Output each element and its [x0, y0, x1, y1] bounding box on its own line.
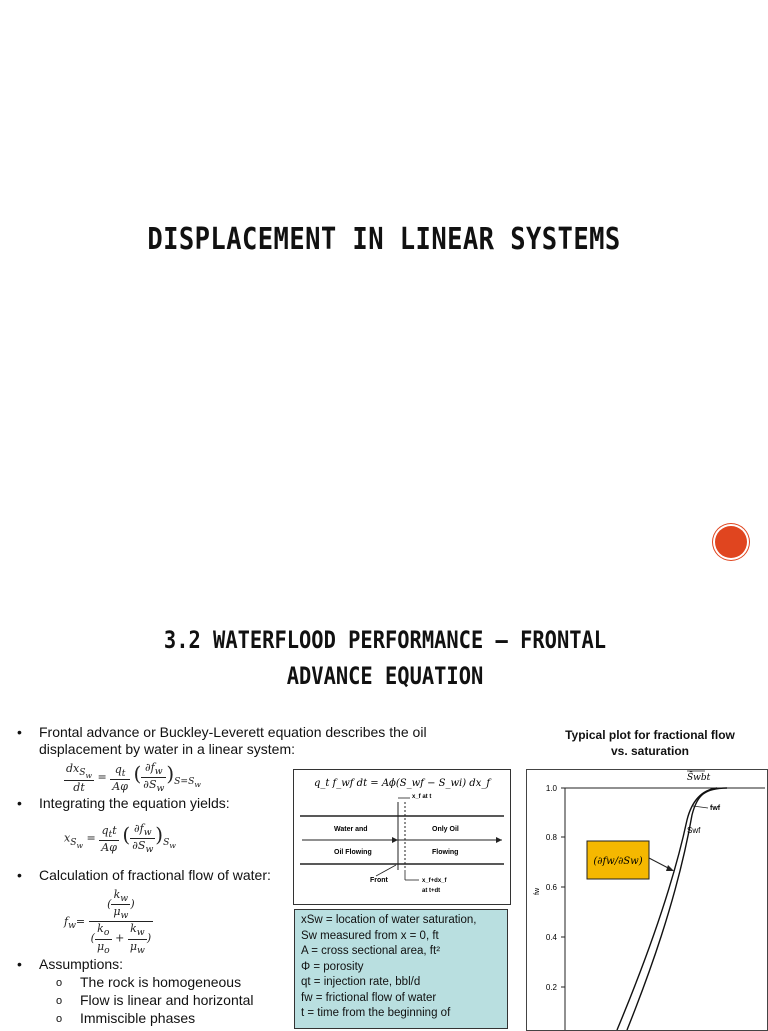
diagram-oil-flowing: Oil Flowing: [334, 849, 372, 856]
slide-2-title: 3.2 WATERFLOOD PERFORMANCE – FRONTAL ADVANCE EQUATION: [163, 626, 607, 690]
y-tick: 0.8: [545, 833, 557, 842]
frontal-advance-diagram: [293, 769, 511, 905]
diagram-at-t-dt: at t+dt: [422, 888, 441, 894]
plot-drawing: [527, 770, 767, 1030]
y-tick: 0.4: [545, 933, 557, 942]
definition-line: Sw measured from x = 0, ft: [301, 929, 439, 942]
diagram-only-oil: Only Oil: [432, 826, 459, 833]
slide-marker-dot: [715, 526, 747, 558]
plot-title: Typical plot for fractional flow vs. saturation: [565, 728, 735, 758]
definition-line: xSw = location of water saturation,: [301, 914, 477, 926]
label-fwf: fwf: [710, 805, 721, 812]
definition-line: qt = injection rate, bbl/d: [301, 976, 421, 988]
diagram-front: Front: [370, 877, 388, 884]
definition-line: A = cross sectional area, ft²: [301, 945, 441, 957]
y-tick: 1.0: [545, 784, 557, 793]
label-swf: Swf: [687, 826, 701, 835]
fractional-flow-curve: [617, 788, 717, 1030]
bullet-assumptions: • Assumptions:: [18, 956, 123, 973]
definition-line: t = time from the beginning of: [301, 1007, 451, 1019]
sub-bullet-linear: o Flow is linear and horizontal: [60, 992, 254, 1009]
sub-bullet-immiscible: o Immiscible phases: [60, 1010, 195, 1027]
diagram-xf-dx: x_f+dx_f: [422, 878, 447, 884]
sub-bullet-homogeneous: o The rock is homogeneous: [60, 974, 241, 991]
y-axis-label: fw: [534, 888, 541, 895]
diagram-drawing: [294, 770, 510, 904]
definition-line: Φ = porosity: [301, 960, 364, 973]
definitions-box: [294, 909, 508, 1029]
derivative-label: (∂fw/∂Sw): [593, 856, 643, 867]
bullet-integrating: • Integrating the equation yields:: [18, 795, 230, 812]
diagram-equation: q_t f_wf dt = Aϕ(S_wf − S_wi) dx_f: [313, 778, 491, 789]
bullet-fractional-flow: • Calculation of fractional flow of water:: [18, 867, 271, 884]
equation-frontal-advance: $\frac{dx_{S_w}}{dt}$ = $\frac{q_t}{A\varphi}$ ( $\frac{\partial f_w}{\partial S_w}$ )$_{S=S_w}$: [66, 761, 201, 795]
y-tick: 0.6: [545, 883, 557, 892]
diagram-water-and: Water and: [334, 826, 368, 833]
label-swbt: S̄wbt: [687, 773, 711, 783]
equation-fractional-flow: $f_w=$ ( $\frac{k_w}{\mu_w}$ ) ( $\frac{k_o}{\mu_o}$ + $\frac{k_w}{\mu_w}$ ): [64, 888, 152, 956]
y-tick: 0.2: [545, 983, 557, 992]
diagram-xf-at-t: x_f at t: [412, 794, 432, 800]
fractional-flow-curve-tangent: [627, 788, 727, 1030]
bullet-frontal-advance: • Frontal advance or Buckley-Leverett equation describes the oil displacement by water in a linear system:: [18, 724, 458, 758]
fractional-flow-plot: [526, 769, 768, 1031]
slide-1-title: DISPLACEMENT IN LINEAR SYSTEMS: [147, 222, 621, 257]
slide-2: [0, 578, 768, 1024]
diagram-flowing: Flowing: [432, 849, 459, 856]
definition-line: fw = frictional flow of water: [301, 991, 437, 1004]
equation-integrated: $x_{S_w}$ = $\frac{q_tt}{A\varphi}$ ( $\frac{\partial f_w}{\partial S_w}$ )$_{S_w}$: [64, 822, 176, 856]
